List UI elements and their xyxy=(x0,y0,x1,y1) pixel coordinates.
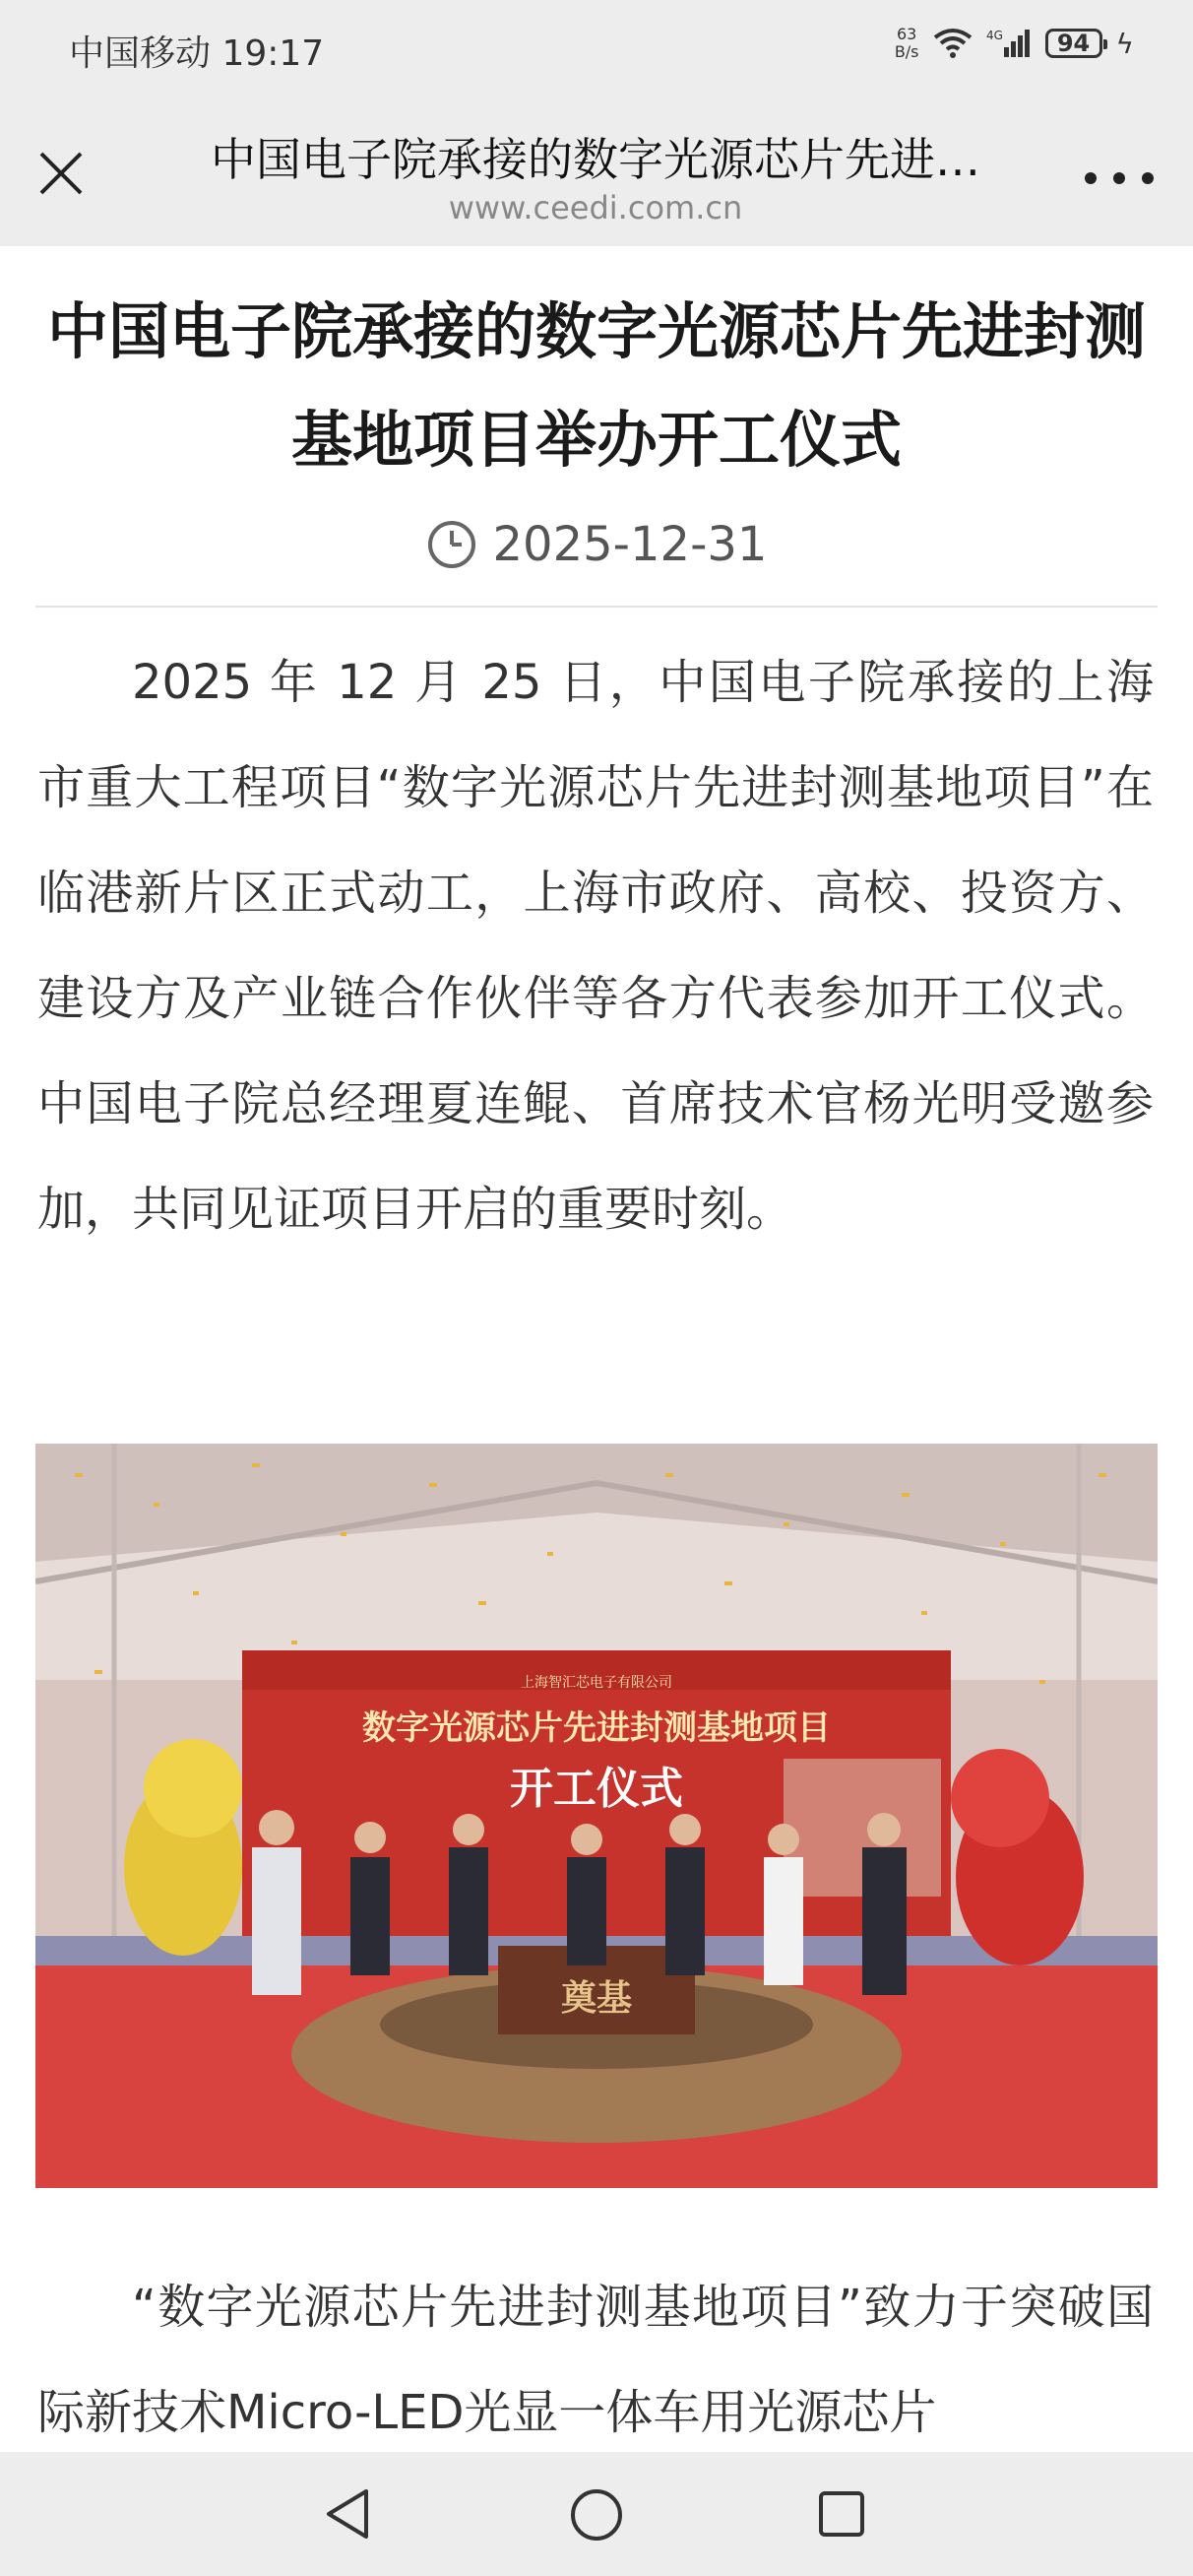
publish-date xyxy=(0,517,1193,572)
banner-project-text: 数字光源芯片先进封测基地项目 xyxy=(362,1708,831,1748)
close-icon[interactable] xyxy=(33,146,89,201)
back-icon[interactable] xyxy=(323,2487,372,2544)
wifi-icon xyxy=(933,28,973,59)
browser-header xyxy=(0,98,1193,246)
system-navigation-bar xyxy=(0,2452,1193,2576)
title-divider xyxy=(35,606,1158,608)
signal-icon xyxy=(986,28,1032,59)
clock-icon xyxy=(426,519,477,570)
recent-apps-icon[interactable] xyxy=(817,2489,866,2543)
article-title: 中国电子院承接的数字光源芯片先进封测基地项目举办开工仪式 xyxy=(46,295,1146,476)
svg-text:4G: 4G xyxy=(985,29,1003,42)
banner-company-text: 上海智汇芯电子有限公司 xyxy=(521,1675,672,1691)
page-title: 中国电子院承接的数字光源芯片先进… xyxy=(211,133,980,186)
status-bar xyxy=(0,0,1193,98)
article-paragraph-1: 2025 年 12 月 25 日，中国电子院承接的上海市重大工程项目“数字光源芯片先进封测基地项目”在临港新片区正式动工，上海市政府、高校、投资方、建设方及产业链合作伙伴等各方代表参加开工仪式。中国电子院总经理夏连鲲、首席技术官杨光明受邀参加，共同见证项目开启的重要时刻。 xyxy=(37,655,1154,1237)
charging-icon: ϟ xyxy=(1115,27,1134,60)
more-options-icon[interactable] xyxy=(1085,163,1154,193)
home-icon[interactable] xyxy=(569,2487,624,2546)
network-speed: 63 B/s xyxy=(894,25,919,61)
date-text: 2025-12-31 xyxy=(492,517,768,572)
foundation-stone-text: 奠基 xyxy=(560,1977,633,2019)
ceremony-photo[interactable] xyxy=(35,1444,1158,2188)
page-url: www.ceedi.com.cn xyxy=(448,189,743,226)
banner-ceremony-text: 开工仪式 xyxy=(510,1764,683,1814)
battery-icon: 94 xyxy=(1045,29,1102,58)
status-icons xyxy=(895,26,1134,61)
article-paragraph-2: “数字光源芯片先进封测基地项目”致力于突破国际新技术Micro-LED光显一体车用光源芯片 xyxy=(37,2280,1154,2440)
carrier-time: 中国移动 19:17 xyxy=(69,33,325,74)
